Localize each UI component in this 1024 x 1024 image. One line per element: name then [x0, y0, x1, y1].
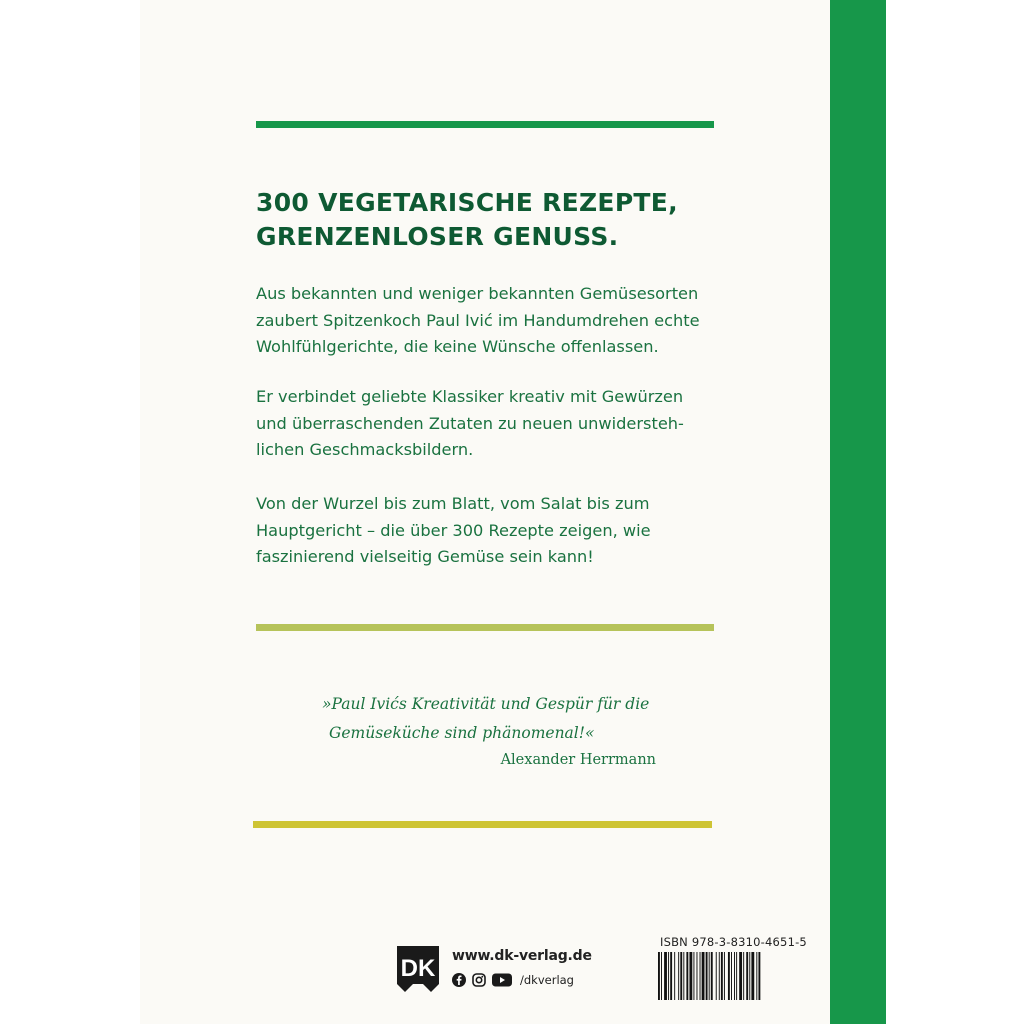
- barcode-bar: [709, 952, 710, 1000]
- barcode-bar: [749, 952, 750, 1000]
- middle-olive-rule: [256, 624, 714, 631]
- paragraph-line: und überraschenden Zutaten zu neuen unwidersteh-: [256, 413, 684, 433]
- barcode-bar: [756, 952, 757, 1000]
- barcode-bar: [658, 952, 660, 1000]
- testimonial-quote: [322, 690, 702, 748]
- headline-line-2: GRENZENLOSER GENUSS.: [256, 222, 619, 251]
- paragraph-line: Hauptgericht – die über 300 Rezepte zeigen, wie: [256, 520, 651, 540]
- isbn-text: ISBN 978-3-8310-4651-5: [660, 935, 807, 949]
- paragraph-line: lichen Geschmacksbildern.: [256, 440, 474, 459]
- barcode-bar: [734, 952, 735, 1000]
- social-handle: /dkverlag: [520, 973, 574, 987]
- barcode-bar: [700, 952, 701, 1000]
- blurb-paragraph-3: [256, 491, 756, 571]
- blurb-paragraph-2: [256, 384, 756, 464]
- paragraph-line: faszinierend vielseitig Gemüse sein kann!: [256, 547, 594, 566]
- isbn-barcode: [657, 952, 801, 1000]
- paragraph-line: zaubert Spitzenkoch Paul Ivić im Handumdrehen echte: [256, 310, 700, 330]
- barcode-bar: [711, 952, 713, 1000]
- barcode-bar: [743, 952, 744, 1000]
- paragraph-line: Von der Wurzel bis zum Blatt, vom Salat bis zum: [256, 494, 650, 513]
- barcode-bar: [724, 952, 725, 1000]
- barcode-bar: [706, 952, 708, 1000]
- social-links: [452, 970, 574, 990]
- barcode-bar: [661, 952, 662, 1000]
- quote-author: Alexander Herrmann: [500, 752, 656, 768]
- barcode-bar: [668, 952, 669, 1000]
- barcode-bar: [739, 952, 742, 1000]
- barcode-bar: [697, 952, 698, 1000]
- instagram-icon[interactable]: [472, 973, 486, 987]
- barcode-bar: [680, 952, 682, 1000]
- barcode-bar: [670, 952, 672, 1000]
- barcode-bar: [731, 952, 732, 1000]
- barcode-bar: [664, 952, 667, 1000]
- paragraph-line: Wohlfühlgerichte, die keine Wünsche offenlassen.: [256, 337, 659, 356]
- barcode-bar: [716, 952, 717, 1000]
- quote-line-1: »Paul Ivićs Kreativität und Gespür für die: [322, 695, 650, 713]
- blurb-paragraph-1: [256, 281, 756, 361]
- dk-logo-text: DK: [400, 955, 436, 982]
- dk-logo: [397, 946, 439, 992]
- headline: [256, 186, 736, 254]
- barcode-bar: [702, 952, 705, 1000]
- barcode-bar: [736, 952, 737, 1000]
- barcode-bar: [678, 952, 679, 1000]
- barcode-bar: [683, 952, 684, 1000]
- quote-line-2: Gemüseküche sind phänomenal!«: [329, 724, 595, 742]
- paragraph-line: Er verbindet geliebte Klassiker kreativ mit Gewürzen: [256, 387, 684, 406]
- barcode-bar: [689, 952, 692, 1000]
- bottom-yellow-rule: [253, 821, 712, 828]
- publisher-website[interactable]: www.dk-verlag.de: [452, 948, 592, 964]
- barcode-bar: [686, 952, 688, 1000]
- book-spine: [830, 0, 886, 1024]
- youtube-icon[interactable]: [492, 973, 512, 987]
- barcode-bar: [751, 952, 754, 1000]
- barcode-bar: [721, 952, 723, 1000]
- paragraph-line: Aus bekannten und weniger bekannten Gemüsesorten: [256, 284, 699, 303]
- barcode-bar: [674, 952, 675, 1000]
- barcode-bar: [719, 952, 720, 1000]
- headline-line-1: 300 VEGETARISCHE REZEPTE,: [256, 188, 678, 217]
- facebook-icon[interactable]: [452, 973, 466, 987]
- barcode-bar: [746, 952, 748, 1000]
- barcode-bar: [693, 952, 694, 1000]
- top-green-rule: [256, 121, 714, 128]
- barcode-bar: [728, 952, 730, 1000]
- barcode-bar: [758, 952, 760, 1000]
